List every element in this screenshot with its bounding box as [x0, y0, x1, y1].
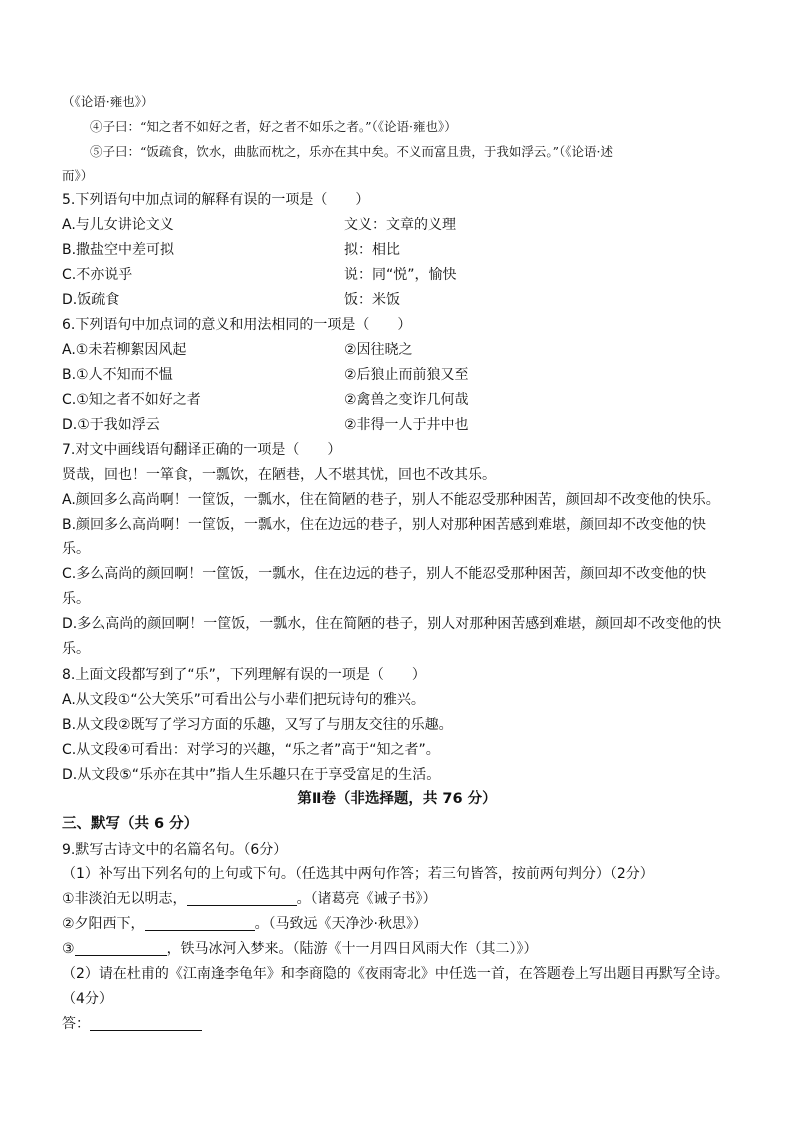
answer-label: 答：: [62, 1016, 90, 1032]
q5-stem: 5.下列语句中加点词的解释有误的一项是（ ）: [62, 192, 370, 208]
q9-line-3-source: ，铁马冰河入梦来。（陆游《十一月四日风雨大作（其二）》）: [166, 941, 538, 957]
q7-stem: 7.对文中画线语句翻译正确的一项是（ ）: [62, 442, 342, 458]
q8-option-c: C.从文段④可看出：对学习的兴趣，“乐之者”高于“知之者”。: [62, 742, 440, 758]
q6-option-b-2: ②后狼止而前狼又至: [344, 367, 469, 383]
q9-sub2-points: （4分）: [62, 991, 113, 1007]
q7-option-d: D.多么高尚的颜回啊！一筐饭，一瓢水，住在简陋的巷子，别人对那种困苦感到难堪，颜回却不改变他的快: [62, 616, 722, 632]
q6-stem: 6.下列语句中加点词的意义和用法相同的一项是（ ）: [62, 317, 412, 333]
q6-option-a-2: ②因往晓之: [344, 342, 413, 358]
q5-option-c-explanation: 说：同“悦”，愉快: [344, 267, 457, 283]
q7-option-b-cont: 乐。: [62, 541, 90, 557]
q5-option-a-explanation: 文义：文章的义理: [344, 217, 456, 233]
q9-line-2-source: 。（马致远《天净沙·秋思》）: [254, 916, 428, 932]
part2-title: 第Ⅱ卷（非选择题，共 76 分）: [297, 791, 497, 807]
q9-answer: [62, 1015, 202, 1033]
q7-option-c: C.多么高尚的颜回啊！一筐饭，一瓢水，住在边远的巷子，别人不能忍受那种困苦，颜回却不改变他的快: [62, 566, 707, 582]
q5-option-b-explanation: 拟：相比: [344, 242, 400, 258]
q9-line-3-prompt: ③: [62, 941, 75, 957]
section-title: 三、默写（共 6 分）: [62, 816, 199, 832]
q6-option-b-1: B.①人不知而不愠: [62, 367, 173, 383]
passage-quote-5: ⑤子曰：“饭疏食，饮水，曲肱而枕之，乐亦在其中矣。不义而富且贵，于我如浮云。”（《论语·述: [90, 144, 614, 159]
q8-option-b: B.从文段②既写了学习方面的乐趣，又写了与朋友交往的乐趣。: [62, 717, 453, 733]
q9-line-2: [62, 915, 427, 933]
q5-option-b: B.撒盐空中差可拟: [62, 242, 175, 258]
q5-option-d: D.饭疏食: [62, 292, 120, 308]
q6-option-a-1: A.①未若柳絮因风起: [62, 342, 187, 358]
q9-blank-1[interactable]: [187, 891, 297, 906]
q5-option-d-explanation: 饭：米饭: [344, 292, 400, 308]
q9-sub1: （1）补写出下列名句的上句或下句。（任选其中两句作答；若三句皆答，按前两句判分）（2分）: [62, 866, 654, 882]
q6-option-d-2: ②非得一人于井中也: [344, 417, 469, 433]
q9-line-1-source: 。（诸葛亮《诫子书》）: [296, 891, 437, 907]
q7-option-b: B.颜回多么高尚啊！一筐饭，一瓢水，住在边远的巷子，别人对那种困苦感到难堪，颜回却不改变他的快: [62, 517, 707, 533]
q5-option-a: A.与儿女讲论文义: [62, 217, 174, 233]
passage-quote-4: ④子曰：“知之者不如好之者，好之者不如乐之者。”（《论语·雍也》）: [90, 119, 457, 134]
q9-line-1: [62, 890, 437, 908]
q9-line-2-prompt: ②夕阳西下，: [62, 916, 145, 932]
passage-quote-5-cont: 而》）: [62, 168, 94, 183]
q7-sentence: 贤哉，回也！一箪食，一瓢饮，在陋巷，人不堪其忧，回也不改其乐。: [62, 467, 496, 483]
q7-option-a: A.颜回多么高尚啊！一筐饭，一瓢水，住在简陋的巷子，别人不能忍受那种困苦，颜回却不改变他的快乐。: [62, 492, 720, 508]
q9-line-1-prompt: ①非淡泊无以明志，: [62, 891, 187, 907]
q9-blank-3[interactable]: [75, 941, 167, 956]
q8-option-d: D.从文段⑤“乐亦在其中”指人生乐趣只在于享受富足的生活。: [62, 767, 441, 783]
q9-line-3: [62, 940, 538, 958]
q8-option-a: A.从文段①“公大笑乐”可看出公与小辈们把玩诗句的雅兴。: [62, 692, 425, 708]
q9-sub2: （2）请在杜甫的《江南逢李龟年》和李商隐的《夜雨寄北》中任选一首，在答题卷上写出题目再默写全诗。: [62, 966, 729, 982]
q8-stem: 8.上面文段都写到了“乐”，下列理解有误的一项是（ ）: [62, 667, 426, 683]
q6-option-d-1: D.①于我如浮云: [62, 417, 160, 433]
q7-option-d-cont: 乐。: [62, 641, 90, 657]
passage-source-3: （《论语·雍也》）: [62, 94, 154, 109]
q9-blank-2[interactable]: [145, 916, 255, 931]
q5-option-c: C.不亦说乎: [62, 267, 133, 283]
q6-option-c-1: C.①知之者不如好之者: [62, 392, 201, 408]
q6-option-c-2: ②禽兽之变诈几何哉: [344, 392, 469, 408]
q9-stem: 9.默写古诗文中的名篇名句。（6分）: [62, 842, 288, 858]
q7-option-c-cont: 乐。: [62, 591, 90, 607]
answer-blank[interactable]: [90, 1016, 202, 1031]
